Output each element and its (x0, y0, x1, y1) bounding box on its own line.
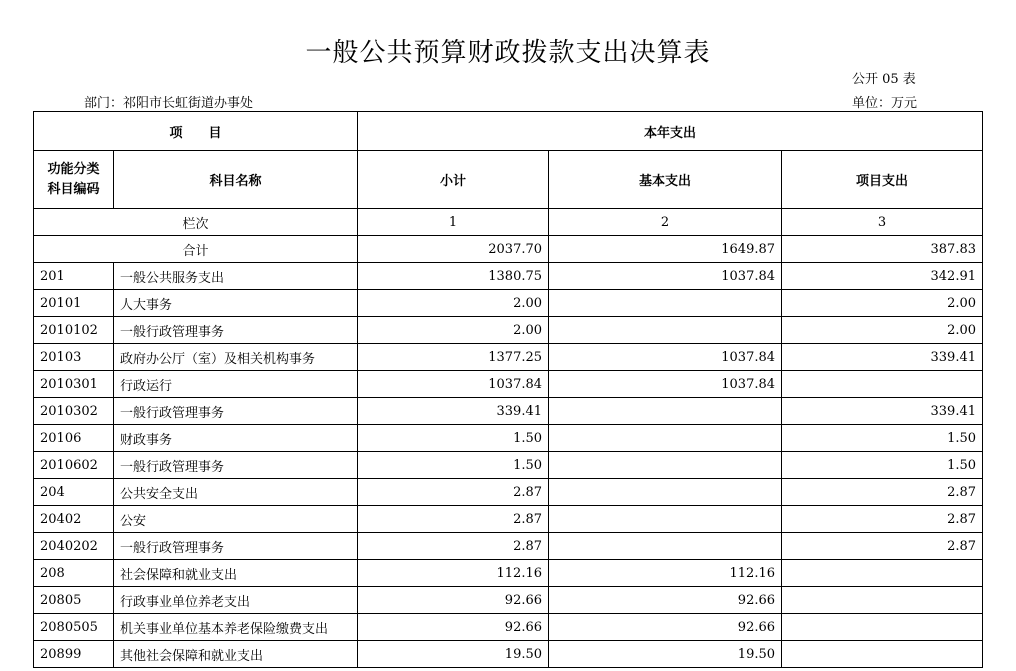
row-subtotal: 2.87 (358, 479, 549, 506)
row-subtotal: 1.50 (358, 452, 549, 479)
row-code: 20106 (34, 425, 114, 452)
row-project (782, 641, 983, 668)
row-code: 2040202 (34, 533, 114, 560)
row-project: 339.41 (782, 398, 983, 425)
row-code: 2010301 (34, 371, 114, 398)
header-function-code-line1: 功能分类 (47, 161, 100, 177)
row-project (782, 371, 983, 398)
table-row (34, 452, 983, 479)
row-project: 2.00 (782, 317, 983, 344)
row-code: 201 (34, 263, 114, 290)
row-subject-name: 行政运行 (114, 371, 358, 398)
row-subject-name: 一般公共服务支出 (114, 263, 358, 290)
row-subtotal: 2.87 (358, 506, 549, 533)
row-project: 342.91 (782, 263, 983, 290)
row-subject-name: 公安 (114, 506, 358, 533)
row-subtotal: 92.66 (358, 587, 549, 614)
row-code: 2080505 (34, 614, 114, 641)
row-project (782, 587, 983, 614)
row-subtotal: 19.50 (358, 641, 549, 668)
table-row (34, 479, 983, 506)
row-basic: 1037.84 (549, 371, 782, 398)
row-subtotal: 1380.75 (358, 263, 549, 290)
row-project: 1.50 (782, 452, 983, 479)
row-project (782, 614, 983, 641)
row-project: 339.41 (782, 344, 983, 371)
row-basic (549, 506, 782, 533)
table-row (34, 290, 983, 317)
row-subtotal: 1.50 (358, 425, 549, 452)
table-row (34, 533, 983, 560)
table-row (34, 398, 983, 425)
table-row (34, 344, 983, 371)
table-row (34, 506, 983, 533)
row-project: 2.00 (782, 290, 983, 317)
row-project: 2.87 (782, 533, 983, 560)
row-subject-name: 一般行政管理事务 (114, 452, 358, 479)
row-subject-name: 公共安全支出 (114, 479, 358, 506)
row-subtotal: 92.66 (358, 614, 549, 641)
row-code: 2010302 (34, 398, 114, 425)
header-subtotal: 小计 (358, 151, 549, 209)
row-subject-name: 政府办公厅（室）及相关机构事务 (114, 344, 358, 371)
column-number-1: 1 (358, 209, 549, 236)
row-basic (549, 290, 782, 317)
row-project: 2.87 (782, 479, 983, 506)
total-row (34, 236, 983, 263)
row-code: 2010102 (34, 317, 114, 344)
header-function-code-line2: 科目编码 (47, 181, 100, 197)
row-basic: 112.16 (549, 560, 782, 587)
row-code: 2010602 (34, 452, 114, 479)
row-basic: 1037.84 (549, 263, 782, 290)
expenditure-table (33, 111, 983, 668)
row-basic (549, 452, 782, 479)
form-number: 公开 05 表 (852, 72, 916, 87)
row-code: 20805 (34, 587, 114, 614)
total-project: 387.83 (782, 236, 983, 263)
table-row (34, 317, 983, 344)
header-current-year: 本年支出 (358, 112, 983, 151)
row-subtotal: 1377.25 (358, 344, 549, 371)
row-project (782, 560, 983, 587)
row-subject-name: 社会保障和就业支出 (114, 560, 358, 587)
column-label: 栏次 (34, 209, 358, 236)
row-subtotal: 2.87 (358, 533, 549, 560)
header-function-code (34, 151, 114, 209)
row-project: 2.87 (782, 506, 983, 533)
row-basic (549, 317, 782, 344)
row-code: 20103 (34, 344, 114, 371)
row-subject-name: 机关事业单位基本养老保险缴费支出 (114, 614, 358, 641)
row-subject-name: 一般行政管理事务 (114, 533, 358, 560)
table-row (34, 614, 983, 641)
row-basic: 92.66 (549, 614, 782, 641)
table-row (34, 587, 983, 614)
total-basic: 1649.87 (549, 236, 782, 263)
column-number-row (34, 209, 983, 236)
row-subject-name: 人大事务 (114, 290, 358, 317)
row-subject-name: 财政事务 (114, 425, 358, 452)
page-title: 一般公共预算财政拨款支出决算表 (305, 38, 711, 68)
header-item: 项 目 (34, 112, 358, 151)
row-basic (549, 533, 782, 560)
row-project: 1.50 (782, 425, 983, 452)
row-subtotal: 1037.84 (358, 371, 549, 398)
header-basic-expenditure: 基本支出 (549, 151, 782, 209)
table-row (34, 263, 983, 290)
row-code: 20402 (34, 506, 114, 533)
row-basic: 19.50 (549, 641, 782, 668)
column-number-3: 3 (782, 209, 983, 236)
row-subtotal: 112.16 (358, 560, 549, 587)
row-basic: 92.66 (549, 587, 782, 614)
row-subtotal: 2.00 (358, 290, 549, 317)
row-subject-name: 一般行政管理事务 (114, 398, 358, 425)
department-label: 部门：祁阳市长虹街道办事处 (84, 96, 254, 111)
header-row-2 (34, 151, 983, 209)
row-subtotal: 2.00 (358, 317, 549, 344)
row-subtotal: 339.41 (358, 398, 549, 425)
table-row (34, 560, 983, 587)
row-code: 20899 (34, 641, 114, 668)
unit-label: 单位：万元 (852, 96, 918, 111)
row-subject-name: 其他社会保障和就业支出 (114, 641, 358, 668)
table-row (34, 641, 983, 668)
row-basic (549, 479, 782, 506)
column-number-2: 2 (549, 209, 782, 236)
row-basic (549, 425, 782, 452)
row-subject-name: 一般行政管理事务 (114, 317, 358, 344)
table-row (34, 425, 983, 452)
row-basic (549, 398, 782, 425)
row-basic: 1037.84 (549, 344, 782, 371)
total-subtotal: 2037.70 (358, 236, 549, 263)
row-code: 20101 (34, 290, 114, 317)
row-subject-name: 行政事业单位养老支出 (114, 587, 358, 614)
header-project-expenditure: 项目支出 (782, 151, 983, 209)
header-subject-name: 科目名称 (114, 151, 358, 209)
total-label: 合计 (34, 236, 358, 263)
table-row (34, 371, 983, 398)
row-code: 208 (34, 560, 114, 587)
row-code: 204 (34, 479, 114, 506)
header-row-1 (34, 112, 983, 151)
